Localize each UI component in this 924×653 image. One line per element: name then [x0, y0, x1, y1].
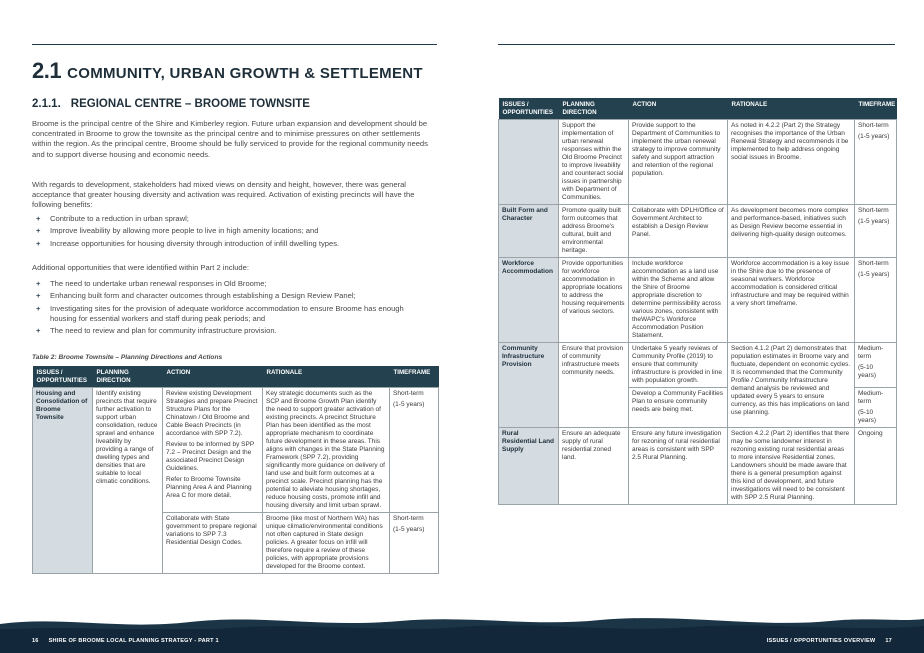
action-cell: Ensure any future investigation for rezoning of rural residential areas is consistent with SPP 2.5 Rural Planning. — [629, 428, 728, 505]
plus-bullet-icon: + — [36, 326, 41, 336]
col-header-rationale: RATIONALE — [728, 98, 855, 120]
timeframe-cell: Short-term (1-5 years) — [855, 258, 897, 343]
footer-right — [767, 638, 892, 644]
action-cell: Undertake 5 yearly reviews of Community Profile (2019) to ensure that community infrastructure is provided in line with population growth. — [629, 343, 728, 388]
table-row — [499, 343, 897, 388]
col-header-rationale: RATIONALE — [263, 366, 390, 388]
plus-bullet-icon: + — [36, 303, 41, 313]
direction-cell: Identify existing precincts that require further activation to support urban consolidation, reduce sprawl and enhance liveability by providing a range of dwelling types and densities that are suitable to local climatic conditions. — [93, 388, 163, 574]
subsection-title-text: REGIONAL CENTRE – BROOME TOWNSITE — [70, 98, 310, 110]
timeframe-cell: Medium- term (5-10 years) — [855, 388, 897, 428]
page-number-right: 17 — [885, 638, 892, 644]
action-cell: Provide support to the Department of Communities to implement the urban renewal strategy to improve community safety and support attraction and retention of the regional population. — [629, 120, 728, 205]
issue-cell: Rural Residential Land Supply — [499, 428, 559, 505]
list-item: + The need to review and plan for community infrastructure provision. — [36, 326, 277, 336]
timeframe-cell: Ongoing — [855, 428, 897, 505]
timeframe-cell: Short-term (1-5 years) — [390, 513, 439, 574]
benefits-list — [36, 214, 432, 251]
col-header-timeframe: TIMEFRAME — [390, 366, 439, 388]
rationale-cell: As noted in 4.2.2 (Part 2) the Strategy recognises the importance of the Urban Renewal Strategy and recommends it be implemented to help address ongoing social issues in Broome. — [728, 120, 855, 205]
table-row — [33, 388, 439, 513]
col-header-action: ACTION — [629, 98, 728, 120]
list-item: + Contribute to a reduction in urban sprawl; — [36, 214, 189, 223]
plus-bullet-icon: + — [36, 214, 41, 223]
planning-table-left — [32, 366, 439, 574]
direction-cell: Promote quality built form outcomes that address Broome's cultural, built and environmental heritage. — [559, 205, 629, 258]
timeframe-cell: Short-term (1-5 years) — [855, 205, 897, 258]
table-header-row — [499, 98, 897, 120]
table-row — [499, 428, 897, 505]
right-page — [462, 0, 924, 653]
rationale-cell: Section 4.2.2 (Part 2) identifies that there may be some landowner interest in rezoning existing rural residential areas to more intensive Residential zones. Landowners should be made aware that there is a general presumption against this kind of development, and future investigations will need to be consistent with SPP 2.5 Rural Planning. — [728, 428, 855, 505]
subsection-number: 2.1.1. — [32, 98, 61, 110]
direction-cell: Ensure that provision of community infrastructure meets community needs. — [559, 343, 629, 428]
rationale-cell: Key strategic documents such as the SCP and Broome Growth Plan identify the need to support greater activation of existing precincts. A precinct Structure Plan has been identified as the most appropriate mechanism to coordinate future development in these areas. This aligns with changes in the State Planning Framework (SPP 7.2), providing significantly more guidance on delivery of land use and built form outcomes at a precinct scale. Precinct planning has the potential to alleviate housing shortages, reduce housing costs, promote infill and housing diversity and limit urban sprawl. — [263, 388, 390, 513]
paragraph-additional: Additional opportunities that were identified within Part 2 include: — [32, 263, 249, 272]
action-cell: Review existing Development Strategies and prepare Precinct Structure Plans for the Chinatown / Old Broome and Cable Beach Precincts (in accordance with SPP 7.2). Review to be informed by SPP 7.2 – Precinct Design and the associated Precinct Design Guidelines. Refer to Broome Townsite Planning Area A and Planning Area C for more detail. — [163, 388, 263, 513]
planning-table-right — [498, 98, 897, 505]
action-cell: Collaborate with DPLH/Office of Government Architect to establish a Design Review Panel. — [629, 205, 728, 258]
rationale-cell: Broome (like most of Northern WA) has unique climatic/environmental conditions not often captured in State design policies. A greater focus on infill will therefore require a review of these policies, with appropriate provisions developed for the Broome context. — [263, 513, 390, 574]
issue-cell — [499, 120, 559, 205]
list-item: + Investigating sites for the provision of adequate workforce accommodation to ensure Broome has enough housing for essential workers and staff during peak periods; and — [36, 303, 404, 323]
list-item: + Enhancing built form and character outcomes through establishing a Design Review Panel; — [36, 291, 356, 301]
footer-right-label: ISSUES / OPPORTUNITIES OVERVIEW — [766, 638, 876, 644]
action-cell: Collaborate with State government to prepare regional variations to SPP 7.3 Residential Design Codes. — [163, 513, 263, 574]
footer-left-label: SHIRE OF BROOME LOCAL PLANNING STRATEGY - PART 1 — [48, 638, 219, 644]
issue-cell: Housing and Consolidation of Broome Townsite — [33, 388, 93, 574]
opportunities-list — [36, 279, 432, 339]
table-row — [499, 205, 897, 258]
issue-cell: Workforce Accommodation — [499, 258, 559, 343]
section-title-text: COMMUNITY, URBAN GROWTH & SETTLEMENT — [67, 65, 423, 82]
table-row — [499, 258, 897, 343]
issue-cell: Built Form and Character — [499, 205, 559, 258]
col-header-direction: PLANNING DIRECTION — [93, 366, 163, 388]
issue-cell: Community Infrastructure Provision — [499, 343, 559, 428]
rationale-cell: As development becomes more complex and performance-based, initiatives such as Design Review become essential in delivering high-quality design outcomes. — [728, 205, 855, 258]
col-header-timeframe: TIMEFRAME — [855, 98, 897, 120]
table-header-row — [33, 366, 439, 388]
col-header-direction: PLANNING DIRECTION — [559, 98, 629, 120]
timeframe-cell: Short-term (1-5 years) — [855, 120, 897, 205]
table-row — [499, 120, 897, 205]
plus-bullet-icon: + — [36, 279, 41, 288]
rationale-cell: Section 4.1.2 (Part 2) demonstrates that population estimates in Broome vary and fluctuate, dependent on economic cycles. It is recommended that the Community Profile / Community Infrastructure demand analysis be reviewed and updated every 5 years to ensure currency, as this has implications on land use planning. — [728, 343, 855, 428]
list-item: + Improve liveability by allowing more people to live in high amenity locations; and — [36, 226, 319, 236]
footer-left — [32, 638, 219, 644]
plus-bullet-icon: + — [36, 291, 41, 301]
col-header-issues: ISSUES / OPPORTUNITIES — [499, 98, 559, 120]
col-header-issues: ISSUES / OPPORTUNITIES — [33, 366, 93, 388]
list-item: + The need to undertake urban renewal responses in Old Broome; — [36, 279, 267, 288]
action-cell: Develop a Community Facilities Plan to ensure community needs are being met. — [629, 388, 728, 428]
timeframe-cell: Short-term (1-5 years) — [390, 388, 439, 513]
rationale-cell: Workforce accommodation is a key issue in the Shire due to the presence of seasonal workers. Workforce accommodation is considered critical infrastructure and may be required within a very short timeframe. — [728, 258, 855, 343]
section-rule — [498, 44, 895, 45]
page-number-left: 16 — [32, 638, 39, 644]
action-cell: Include workforce accommodation as a land use within the Scheme and allow the Shire of Broome appropriate discretion to determine permissibility across various zones, consistent with theWAPC's Workforce Accommodation Position Statement. — [629, 258, 728, 343]
list-item: + Increase opportunities for housing diversity through introduction of infill dwelling types. — [36, 238, 340, 248]
timeframe-cell: Medium- term (5-10 years) — [855, 343, 897, 388]
section-rule — [32, 44, 437, 45]
col-header-action: ACTION — [163, 366, 263, 388]
subsection-title — [32, 98, 310, 110]
plus-bullet-icon: + — [36, 226, 41, 236]
plus-bullet-icon: + — [36, 238, 41, 248]
direction-cell: Ensure an adequate supply of rural residential zoned land. — [559, 428, 629, 505]
table-caption: Table 2: Broome Townsite – Planning Directions and Actions — [32, 354, 223, 361]
paragraph-intro: Broome is the principal centre of the Shire and Kimberley region. Future urban expansion and development should be concentrated in Broome to grow the townsite as the principal centre and to minimise pressures on other settlements within the region. As the principal centre, Broome should be fully serviced to provide for the regional community needs and to support diverse housing and economic needs. — [32, 119, 428, 159]
paragraph-development: With regards to development, stakeholders had mixed views on density and height, however, there was general acceptance that greater housing diversity and activation was required. Activation of existing precincts will have the following benefits: — [32, 180, 415, 210]
section-title — [32, 58, 452, 84]
section-number: 2.1 — [32, 58, 62, 83]
direction-cell: Support the implementation of urban renewal responses within the Old Broome Precinct to improve liveability and counteract social issues in partnership with Department of Communities. — [559, 120, 629, 205]
direction-cell: Provide opportunities for workforce accommodation in appropriate locations to address the housing requirements of various sectors. — [559, 258, 629, 343]
